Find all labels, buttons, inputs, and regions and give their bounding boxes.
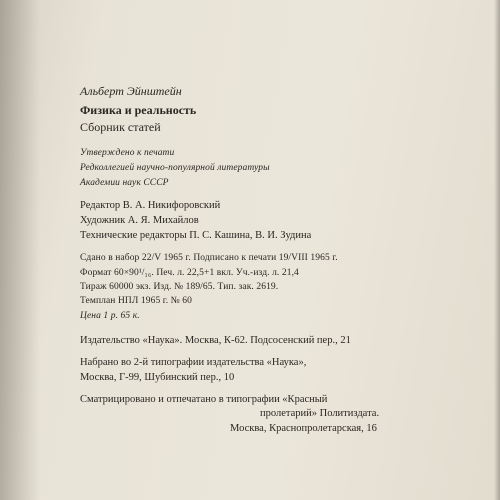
tech-editors-line: Технические редакторы П. С. Кашина, В. И. Зудина [80,230,312,241]
publisher-line-2: Набрано во 2-й типографии издательства «Наука», [80,357,307,368]
page-edge [494,0,500,500]
publisher-line-3: Москва, Г-99, Шубинский пер., 10 [80,372,235,383]
author-name: Альберт Эйнштейн [80,84,182,98]
publisher-line-5: пролетарий» Политиздата. [260,408,380,419]
publisher-line-4: Сматрицировано и отпечатано в типографии «Красный [80,394,328,405]
publisher-line-6: Москва, Краснопролетарская, 16 [230,423,377,434]
printing-format: Формат 60×90¹/₁₆. Печ. л. 22,5+1 вкл. Уч.-изд. л. 21,4 [80,268,299,278]
approval-line-2: Редколлегией научно-популярной литературы [80,163,270,173]
printing-plan: Темплан НПЛ 1965 г. № 60 [80,296,192,306]
printing-dates: Сдано в набор 22/V 1965 г. Подписано к печати 19/VIII 1965 г. [80,253,338,263]
artist-line: Художник А. Я. Михайлов [80,215,199,226]
book-subtitle: Сборник статей [80,120,161,134]
book-title: Физика и реальность [80,103,197,117]
approval-line-3: Академии наук СССР [80,178,169,188]
printing-run: Тираж 60000 экз. Изд. № 189/65. Тип. зак. 2619. [80,282,279,292]
editor-line: Редактор В. А. Никифоровский [80,200,221,211]
page-shadow [0,0,40,500]
price-line: Цена 1 р. 65 к. [80,311,140,321]
approval-line-1: Утверждено к печати [80,148,175,158]
publisher-line-1: Издательство «Наука». Москва, К-62. Подсосенский пер., 21 [80,335,351,346]
